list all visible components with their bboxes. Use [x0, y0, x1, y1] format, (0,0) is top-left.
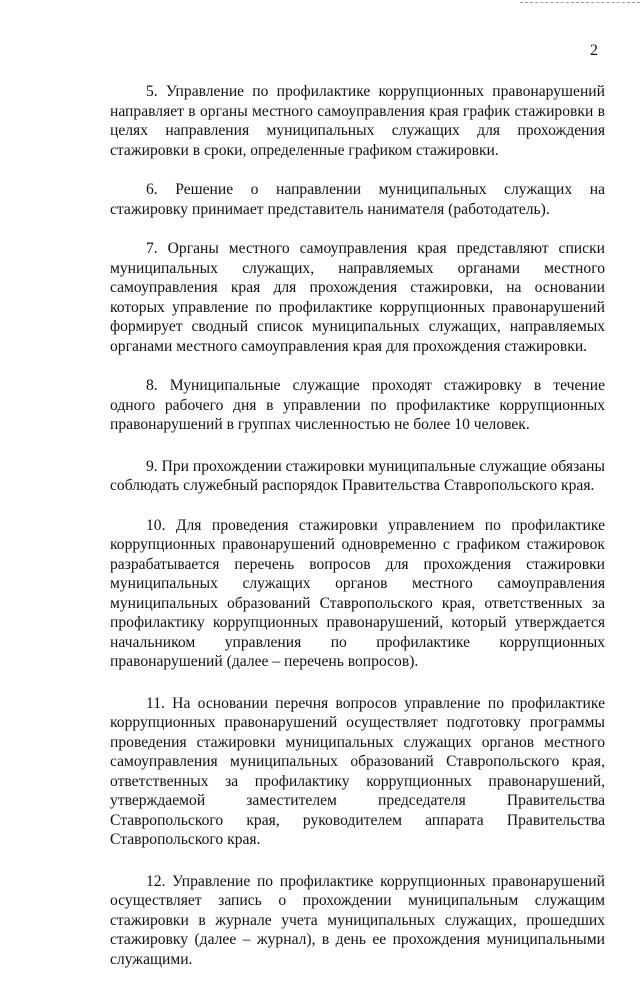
paragraph-8: 8. Муниципальные служащие проходят стажировку в течение одного рабочего дня в управлении по профилактике коррупционных правонарушений в группах численностью не более 10 человек.: [110, 377, 605, 433]
paragraph-6: 6. Решение о направлении муниципальных служащих на стажировку принимает представитель нанимателя (работодатель).: [110, 181, 605, 218]
paragraph-5: 5. Управление по профилактике коррупционных правонарушений направляет в органы местного самоуправления края график стажировки в целях направления муниципальных служащих для прохождения стажировки в сроки, определенные графиком стажировки.: [110, 83, 605, 159]
page-number: 2: [590, 42, 598, 59]
top-edge-rule: [520, 2, 640, 3]
paragraph-11: 11. На основании перечня вопросов управление по профилактике коррупционных правонарушений осуществляет подготовку программы проведения стажировки муниципальных служащих органов местного самоуправления муниципальных образований Ставропольского края, ответственных за профилактику коррупционных правонарушений, утверждаемой заместителем председателя Правительства Ставропольского края, руководителем аппарата Правительства Ставропольского края.: [110, 694, 605, 848]
paragraph-10: 10. Для проведения стажировки управлением по профилактике коррупционных правонарушений одновременно с графиком стажировок разрабатывается перечень вопросов для прохождения стажировки муниципальных служащих органов местного самоуправления муниципальных образований Ставропольского края, ответственных за профилактику коррупционных правонарушений, который утверждается начальником управления по профилактике коррупционных правонарушений (далее – перечень вопросов).: [110, 516, 605, 670]
document-body: [110, 82, 605, 989]
paragraph-12: 12. Управление по профилактике коррупционных правонарушений осуществляет запись о прохождении муниципальным служащим стажировки в журнале учета муниципальных служащих, прошедших стажировку (далее – журнал), в день ее прохождения муниципальными служащими.: [110, 872, 605, 968]
paragraph-9: 9. При прохождении стажировки муниципальные служащие обязаны соблюдать служебный распорядок Правительства Ставропольского края.: [110, 457, 605, 494]
paragraph-7: 7. Органы местного самоуправления края представляют списки муниципальных служащих, направляемых органами местного самоуправления края для прохождения стажировки, на основании которых управление по профилактике коррупционных правонарушений формирует сводный список муниципальных служащих, направляемых органами местного самоуправления края для прохождения стажировки.: [110, 240, 605, 355]
